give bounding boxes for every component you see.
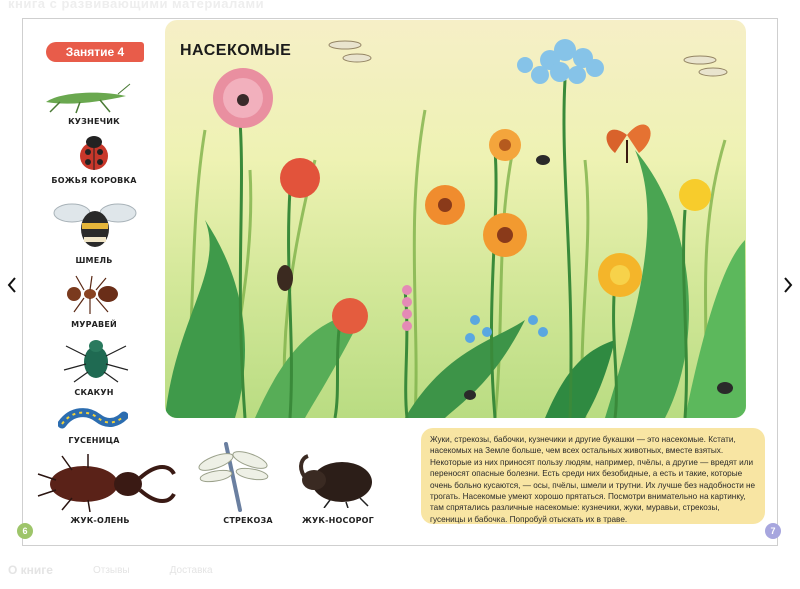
rhino-beetle-icon	[294, 452, 380, 508]
tiger-beetle-icon	[60, 336, 132, 384]
ant-icon	[62, 272, 124, 316]
meadow-illustration	[165, 20, 746, 418]
scene-title: НАСЕКОМЫЕ	[180, 42, 292, 59]
insect-label-dragonfly: СТРЕКОЗА	[223, 516, 273, 525]
bumblebee-icon	[52, 195, 138, 251]
header-faded-text: книга с развивающими материалами	[8, 0, 265, 11]
grasshopper-icon	[40, 80, 132, 114]
meadow-scene	[165, 20, 746, 418]
insect-label-ant: МУРАВЕЙ	[71, 320, 117, 329]
insect-label-rhino-beetle: ЖУК-НОСОРОГ	[302, 516, 374, 525]
ladybug-icon	[76, 134, 112, 172]
insect-label-stag-beetle: ЖУК-ОЛЕНЬ	[70, 516, 130, 525]
chevron-left-icon	[7, 276, 17, 294]
description-box	[421, 428, 765, 524]
insect-label-grasshopper: КУЗНЕЧИК	[68, 117, 120, 126]
lesson-badge: Занятие 4	[46, 42, 144, 62]
dragonfly-icon	[196, 440, 270, 516]
stag-beetle-icon	[32, 452, 178, 512]
page-number-left: 6	[17, 523, 33, 539]
bottom-tabs	[8, 558, 768, 582]
description-text: Жуки, стрекозы, бабочки, кузнечики и другие букашки — это насекомые. Кстати, насекомых на Земле больше, чем всех остальных животных, вместе взятых. Некоторые из них приносят пользу людям, например, пчёлы, а другие — вредят или переносят опасные болезни. Есть среди них безобидные, а есть и такие, которые очень больно кусаются, — осы, пчёлы, шмели и трутни. Их лучше без надобности не трогать. Насекомые умеют хорошо прятаться. Посмотри внимательно на картинку, там спрятались различные насекомые: кузнечики, жуки, муравьи, стрекозы, гусеницы и бабочка. Попробуй отыскать их в траве.	[430, 435, 756, 524]
next-page-button[interactable]	[780, 272, 796, 298]
page-number-right: 7	[765, 523, 781, 539]
previous-page-button[interactable]	[4, 272, 20, 298]
tab-reviews[interactable]: Отзывы	[92, 564, 130, 576]
tab-delivery[interactable]: Доставка	[169, 564, 213, 576]
insect-label-ladybug: БОЖЬЯ КОРОВКА	[51, 176, 137, 185]
chevron-right-icon	[783, 276, 793, 294]
insect-label-tiger-beetle: СКАКУН	[74, 388, 114, 397]
caterpillar-icon	[58, 408, 128, 432]
insect-label-bumblebee: ШМЕЛЬ	[75, 256, 113, 265]
insect-label-caterpillar: ГУСЕНИЦА	[68, 436, 120, 445]
tab-about[interactable]: О книге	[8, 563, 53, 577]
